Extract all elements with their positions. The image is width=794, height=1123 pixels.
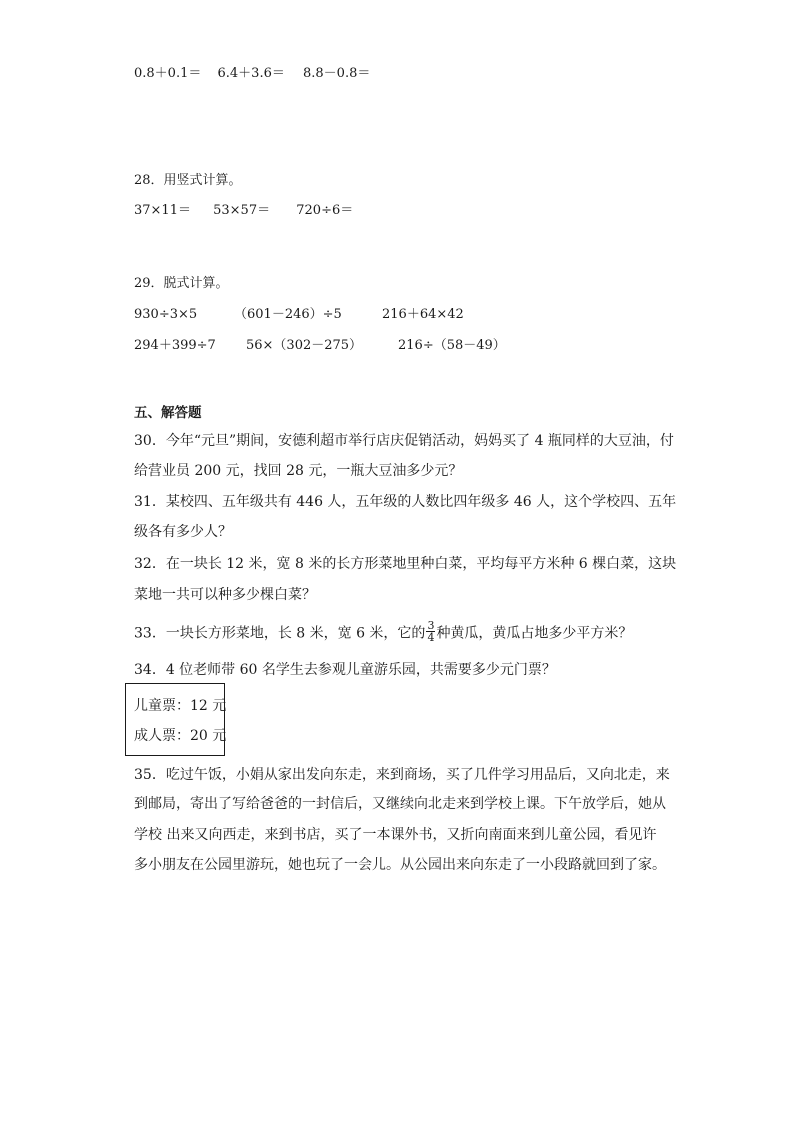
calc-item: 8.8－0.8＝ xyxy=(303,66,371,81)
q29-row1-item2: （601－246）÷5 xyxy=(234,307,342,322)
q33-line xyxy=(134,619,633,645)
q35-line3: 学校 出来又向西走，来到书店，买了一本课外书，又折向南面来到儿童公园，看见许 xyxy=(134,827,657,843)
q28-title: 28．用竖式计算。 xyxy=(134,173,242,188)
q35-line1: 35．吃过午饭，小娟从家出发向东走，来到商场，买了几件学习用品后，又向北走，来 xyxy=(134,767,670,783)
calc-item: 6.4＋3.6＝ xyxy=(217,66,285,81)
q29-title: 29．脱式计算。 xyxy=(134,276,229,291)
child-ticket-price: 儿童票：12 元 xyxy=(134,698,227,714)
q30-line1: 30．今年“元旦”期间，安德利超市举行店庆促销活动，妈妈买了 4 瓶同样的大豆油，付 xyxy=(134,433,674,449)
calc-item: 0.8＋0.1＝ xyxy=(134,66,202,81)
q32-line2: 菜地一共可以种多少棵白菜？ xyxy=(134,587,316,603)
q32-line1: 32．在一块长 12 米，宽 8 米的长方形菜地里种白菜，平均每平方米种 6 棵白菜，这块 xyxy=(134,556,677,572)
fraction-denominator: 4 xyxy=(427,631,435,644)
adult-ticket-price: 成人票：20 元 xyxy=(134,728,227,744)
q35-line4: 多小朋友在公园里游玩，她也玩了一会儿。从公园出来向东走了一小段路就回到了家。 xyxy=(134,857,666,873)
q31-line1: 31．某校四、五年级共有 446 人，五年级的人数比四年级多 46 人，这个学校四、五年 xyxy=(134,494,677,510)
q29-row2-item1: 294＋399÷7 xyxy=(134,338,216,353)
q29-row1-item3: 216＋64×42 xyxy=(382,307,464,322)
fraction xyxy=(426,620,435,643)
q29-row2-item2: 56×（302－275） xyxy=(246,338,363,353)
calc-item: 37×11＝ xyxy=(134,203,191,218)
q31-line2: 级各有多少人？ xyxy=(134,524,232,540)
q35-line2: 到邮局，寄出了写给爸爸的一封信后，又继续向北走来到学校上课。下午放学后，她从 xyxy=(134,796,666,812)
q34-line1: 34．4 位老师带 60 名学生去参观儿童游乐园，共需要多少元门票？ xyxy=(134,662,556,678)
q33-text-before: 33．一块长方形菜地，长 8 米，宽 6 米，它的 xyxy=(134,625,426,642)
q28-items xyxy=(134,203,353,219)
ticket-price-box xyxy=(125,683,225,756)
calc-item: 53×57＝ xyxy=(213,203,271,218)
calc-row-top xyxy=(134,66,370,82)
fraction-numerator: 3 xyxy=(427,619,435,632)
calc-item: 720÷6＝ xyxy=(296,203,354,218)
section-heading: 五、解答题 xyxy=(134,405,202,421)
q29-row2-item3: 216÷（58－49） xyxy=(398,338,506,353)
q29-row1-item1: 930÷3×5 xyxy=(134,307,198,322)
q33-text-after: 种黄瓜，黄瓜占地多少平方米？ xyxy=(436,625,633,642)
q30-line2: 给营业员 200 元，找回 28 元，一瓶大豆油多少元？ xyxy=(134,463,463,479)
